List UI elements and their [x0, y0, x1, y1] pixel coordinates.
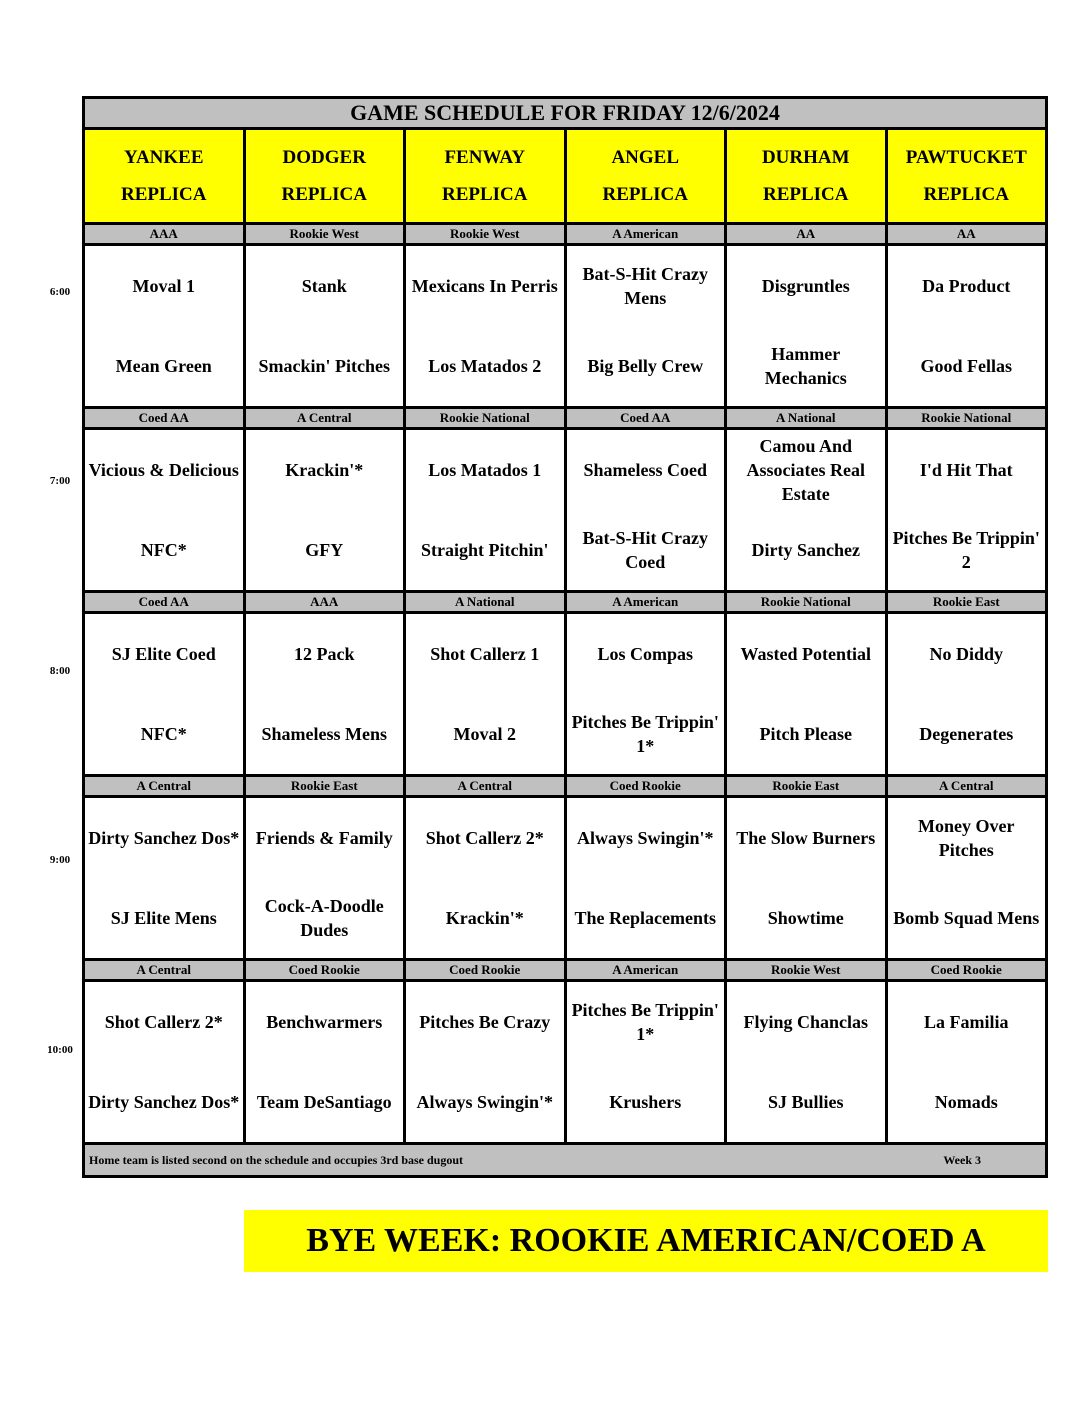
game-cell	[565, 981, 726, 1144]
home-team: The Replacements	[574, 908, 716, 928]
home-team: Pitches Be Trippin' 2	[892, 528, 1040, 572]
time-slot-label: 8:00	[49, 665, 71, 677]
division-label: Coed AA	[84, 592, 245, 613]
time-slot-label: 6:00	[49, 286, 71, 298]
away-team: Dirty Sanchez Dos*	[88, 828, 240, 848]
game-cell	[405, 613, 566, 776]
game-cell	[726, 981, 887, 1144]
division-label: Rookie East	[726, 776, 887, 797]
home-team: Smackin' Pitches	[258, 356, 390, 376]
home-team: Mean Green	[115, 356, 212, 376]
game-cell	[84, 613, 245, 776]
home-team: Pitch Please	[759, 724, 852, 744]
home-team: Moval 2	[453, 724, 516, 744]
division-label: Coed Rookie	[886, 960, 1047, 981]
game-cell	[405, 429, 566, 592]
home-team: Dirty Sanchez	[751, 540, 860, 560]
division-label: AA	[726, 224, 887, 245]
venue-name: DODGER	[282, 147, 366, 168]
away-team: Los Compas	[597, 644, 694, 664]
away-team: Shameless Coed	[583, 460, 707, 480]
division-label: AAA	[244, 592, 405, 613]
game-cell	[244, 429, 405, 592]
away-team: Shot Callerz 1	[430, 644, 540, 664]
home-team: Bat-S-Hit Crazy Coed	[582, 528, 708, 572]
week-label: Week 3	[943, 1152, 981, 1167]
division-label: A National	[726, 408, 887, 429]
venue-name: DURHAM	[761, 147, 850, 168]
away-team: Shot Callerz 2*	[425, 828, 544, 848]
home-team: NFC*	[140, 724, 187, 744]
game-cell	[886, 981, 1047, 1144]
division-label: A American	[565, 592, 726, 613]
division-label: A Central	[84, 776, 245, 797]
game-cell	[405, 245, 566, 408]
division-label: Rookie East	[244, 776, 405, 797]
away-team: Pitches Be Trippin' 1*	[571, 1000, 719, 1044]
division-label: Rookie West	[726, 960, 887, 981]
away-team: Vicious & Delicious	[88, 460, 239, 480]
venue-header	[565, 129, 726, 224]
venue-name: YANKEE	[123, 147, 204, 168]
division-label: A Central	[405, 776, 566, 797]
venue-subtitle: REPLICA	[281, 184, 367, 205]
division-label: Rookie West	[244, 224, 405, 245]
home-team: Degenerates	[919, 724, 1014, 744]
venue-subtitle: REPLICA	[441, 184, 528, 205]
home-team: Krushers	[609, 1092, 682, 1112]
game-cell	[565, 245, 726, 408]
game-cell	[726, 429, 887, 592]
away-team: I'd Hit That	[919, 460, 1013, 480]
venue-name: FENWAY	[444, 147, 526, 168]
division-label: A Central	[84, 960, 245, 981]
game-cell	[84, 981, 245, 1144]
away-team: Always Swingin'*	[576, 828, 714, 848]
venue-header	[726, 129, 887, 224]
footer-bar	[84, 1144, 1047, 1177]
venue-name: PAWTUCKET	[905, 147, 1027, 168]
venue-subtitle: REPLICA	[120, 184, 207, 205]
game-cell	[405, 797, 566, 960]
game-cell	[244, 613, 405, 776]
division-label: Coed Rookie	[565, 776, 726, 797]
game-cell	[886, 245, 1047, 408]
home-team: Shameless Mens	[261, 724, 387, 744]
away-team: Krackin'*	[285, 460, 364, 480]
home-team: Good Fellas	[920, 356, 1012, 376]
time-slot-label: 10:00	[47, 1044, 73, 1056]
home-team: Dirty Sanchez Dos*	[88, 1092, 240, 1112]
away-team: Da Product	[922, 276, 1011, 296]
away-team: Bat-S-Hit Crazy Mens	[582, 264, 708, 308]
away-team: Friends & Family	[255, 828, 393, 848]
away-team: 12 Pack	[294, 644, 355, 664]
division-label: Coed Rookie	[244, 960, 405, 981]
game-cell	[565, 613, 726, 776]
schedule-table	[82, 96, 1048, 1178]
home-team-note: Home team is listed second on the schedule and occupies 3rd base dugout	[89, 1152, 464, 1167]
time-slot-label: 7:00	[49, 475, 71, 487]
game-cell	[726, 797, 887, 960]
away-team: Pitches Be Crazy	[419, 1012, 551, 1032]
venue-subtitle: REPLICA	[923, 184, 1009, 205]
away-team: Moval 1	[132, 276, 195, 296]
division-label: Rookie National	[886, 408, 1047, 429]
game-cell	[84, 429, 245, 592]
page-title: GAME SCHEDULE FOR FRIDAY 12/6/2024	[84, 98, 1047, 129]
venue-header	[886, 129, 1047, 224]
away-team: Benchwarmers	[266, 1012, 383, 1032]
home-team: Always Swingin'*	[416, 1092, 554, 1112]
away-team: Shot Callerz 2*	[104, 1012, 223, 1032]
game-cell	[565, 429, 726, 592]
division-label: A Central	[244, 408, 405, 429]
venue-name: ANGEL	[611, 147, 680, 168]
game-cell	[84, 245, 245, 408]
game-cell	[244, 797, 405, 960]
venue-header	[244, 129, 405, 224]
division-label: Rookie National	[726, 592, 887, 613]
home-team: Big Belly Crew	[587, 356, 704, 376]
home-team: Pitches Be Trippin' 1*	[571, 712, 719, 756]
away-team: No Diddy	[929, 644, 1004, 664]
away-team: La Familia	[924, 1012, 1009, 1032]
game-cell	[726, 245, 887, 408]
bye-week-banner: BYE WEEK: ROOKIE AMERICAN/COED A	[244, 1210, 1048, 1272]
venue-header	[405, 129, 566, 224]
time-slot-label: 9:00	[49, 854, 71, 866]
game-cell	[244, 245, 405, 408]
game-cell	[726, 613, 887, 776]
division-label: AAA	[84, 224, 245, 245]
away-team: SJ Elite Coed	[111, 644, 216, 664]
game-cell	[886, 613, 1047, 776]
venue-header	[84, 129, 245, 224]
home-team: Los Matados 2	[428, 356, 542, 376]
home-team: Straight Pitchin'	[420, 540, 549, 560]
home-team: GFY	[305, 540, 344, 560]
home-team: SJ Elite Mens	[110, 908, 217, 928]
home-team: NFC*	[140, 540, 187, 560]
division-label: AA	[886, 224, 1047, 245]
home-team: Cock-A-Doodle Dudes	[264, 896, 384, 940]
game-cell	[565, 797, 726, 960]
venue-subtitle: REPLICA	[762, 184, 849, 205]
division-label: Coed AA	[84, 408, 245, 429]
division-label: A National	[405, 592, 566, 613]
division-label: A Central	[886, 776, 1047, 797]
division-label: Rookie National	[405, 408, 566, 429]
home-team: Bomb Squad Mens	[893, 908, 1040, 928]
home-team: Nomads	[934, 1092, 998, 1112]
division-label: Rookie East	[886, 592, 1047, 613]
game-cell	[84, 797, 245, 960]
away-team: Mexicans In Perris	[411, 276, 558, 296]
away-team: Camou And Associates Real Estate	[746, 436, 865, 504]
game-cell	[405, 981, 566, 1144]
division-label: Coed AA	[565, 408, 726, 429]
away-team: The Slow Burners	[736, 828, 876, 848]
home-team: Team DeSantiago	[256, 1092, 392, 1112]
home-team: SJ Bullies	[767, 1092, 844, 1112]
game-cell	[886, 429, 1047, 592]
away-team: Wasted Potential	[740, 644, 871, 664]
division-label: A American	[565, 960, 726, 981]
away-team: Money Over Pitches	[918, 816, 1015, 860]
home-team: Hammer Mechanics	[764, 344, 847, 388]
game-cell	[886, 797, 1047, 960]
home-team: Showtime	[767, 908, 844, 928]
division-label: A American	[565, 224, 726, 245]
venue-subtitle: REPLICA	[602, 184, 688, 205]
home-team: Krackin'*	[445, 908, 524, 928]
division-label: Rookie West	[405, 224, 566, 245]
game-cell	[244, 981, 405, 1144]
division-label: Coed Rookie	[405, 960, 566, 981]
away-team: Los Matados 1	[428, 460, 542, 480]
away-team: Disgruntles	[761, 276, 850, 296]
away-team: Stank	[301, 276, 347, 296]
away-team: Flying Chanclas	[743, 1012, 869, 1032]
